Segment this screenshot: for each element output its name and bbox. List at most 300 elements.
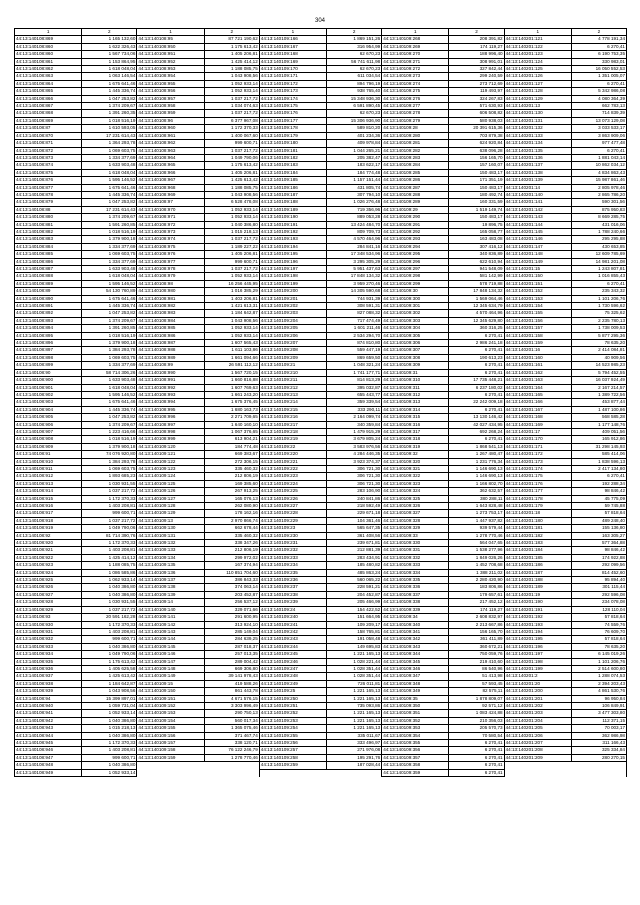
- value-cell: 112 371,15: [571, 717, 626, 724]
- table-row: [260, 228, 381, 235]
- cadastral-number-cell: 44:13:140108:873: [15, 154, 82, 161]
- value-cell: 284 639,25: [204, 636, 259, 643]
- table-row: [137, 384, 258, 391]
- table-row: [137, 58, 258, 65]
- value-cell: 1 040 386,80: [82, 591, 137, 598]
- table-row: [260, 340, 381, 347]
- table-row: [505, 391, 626, 398]
- value-cell: 1 741 177,71: [327, 369, 382, 376]
- cadastral-number-cell: 44:13:140108:921: [15, 547, 82, 554]
- table-row: [260, 540, 381, 547]
- value-cell: 1 101 206,76: [571, 295, 626, 302]
- table-row: [260, 695, 381, 702]
- value-cell: 13 073 129,08: [571, 117, 626, 124]
- cadastral-number-cell: 44:13:140109:327: [382, 510, 449, 517]
- table-row: [260, 636, 381, 643]
- cadastral-number-cell: 44:13:140108:962: [137, 140, 204, 147]
- value-cell: 338 120,71: [204, 740, 259, 747]
- value-cell: 1 425 414,12: [82, 554, 137, 561]
- cadastral-number-cell: 44:13:140109:268: [382, 36, 449, 43]
- table-row: [15, 332, 136, 339]
- value-cell: 183 806,86: [449, 584, 504, 591]
- cadastral-number-cell: 44:13:140201:167: [505, 406, 572, 413]
- value-cell: 1 188 085,75: [204, 184, 259, 191]
- value-cell: 2 271 709,65: [204, 414, 259, 421]
- table-row: [382, 436, 503, 443]
- cadastral-number-cell: 44:13:140109:194: [260, 243, 327, 250]
- value-cell: 6 270,41: [449, 332, 504, 339]
- cadastral-number-cell: 44:13:140108:923: [15, 562, 82, 569]
- table-row: [15, 503, 136, 510]
- table-row: [505, 695, 626, 702]
- value-cell: 1 052 933,14: [204, 206, 259, 213]
- table-row: [505, 465, 626, 472]
- cadastral-number-cell: 44:13:140108:949: [15, 769, 82, 776]
- value-cell: 6 377 967,08: [204, 117, 259, 124]
- header-row: [505, 29, 626, 36]
- cadastral-number-cell: 44:13:140109:215: [260, 406, 327, 413]
- cadastral-number-cell: 44:13:140109:310: [382, 377, 449, 384]
- table-row: [505, 169, 626, 176]
- cadastral-number-cell: 44:13:140201:13: [505, 103, 572, 110]
- cadastral-number-cell: 44:13:140201:144: [505, 221, 572, 228]
- cadastral-number-cell: 44:13:140108:937: [15, 673, 82, 680]
- value-cell: 208 391,82: [449, 36, 504, 43]
- cadastral-number-cell: 44:13:140109:342: [382, 636, 449, 643]
- value-cell: 165 058,77: [449, 228, 504, 235]
- table-row: [260, 591, 381, 598]
- cadastral-number-cell: 44:13:140109:31: [382, 369, 449, 376]
- cadastral-number-cell: 44:13:140201:137: [505, 162, 572, 169]
- table-row: [137, 510, 258, 517]
- value-cell: 179 657,61: [449, 591, 504, 598]
- cadastral-number-cell: 44:13:140109:274: [382, 80, 449, 87]
- table-row: [382, 569, 503, 576]
- cadastral-number-cell: 44:13:140109:139: [137, 591, 204, 598]
- value-cell: 57 818,64: [571, 510, 626, 517]
- table-row: [505, 510, 626, 517]
- table-row: [505, 591, 626, 598]
- value-cell: 622 610,94: [449, 258, 504, 265]
- cadastral-number-cell: 44:13:140109:203: [260, 310, 327, 317]
- table-row: [382, 384, 503, 391]
- table-row: [15, 702, 136, 709]
- value-cell: 19 896,75: [449, 221, 504, 228]
- table-row: [15, 391, 136, 398]
- cadastral-number-cell: 44:13:140108:860: [15, 43, 82, 50]
- table-row: [15, 310, 136, 317]
- value-cell: 1 223 416,66: [82, 428, 137, 435]
- value-cell: 262 080,90: [204, 503, 259, 510]
- cadastral-number-cell: 44:13:140108:952: [137, 58, 204, 65]
- cadastral-number-cell: 44:13:140109:293: [382, 236, 449, 243]
- table-row: [15, 184, 136, 191]
- table-row: [260, 51, 381, 58]
- table-row: [505, 754, 626, 761]
- table-row: [137, 577, 258, 584]
- value-cell: 98 846,42: [571, 547, 626, 554]
- value-cell: 20 591 162,28: [82, 614, 137, 621]
- cadastral-number-cell: 44:13:140109:224: [260, 480, 327, 487]
- cadastral-number-cell: 44:13:140109:285: [382, 169, 449, 176]
- value-cell: 1 425 414,12: [204, 58, 259, 65]
- cadastral-number-cell: 44:13:140108:960: [137, 125, 204, 132]
- value-cell: 889 053,28: [327, 214, 382, 221]
- cadastral-number-cell: 44:13:140108:995: [137, 406, 204, 413]
- cadastral-number-cell: 44:13:140109:187: [260, 191, 327, 198]
- table-row: [15, 147, 136, 154]
- cadastral-number-cell: 44:13:140108:94: [15, 695, 82, 702]
- cadastral-number-cell: 44:13:140109:195: [260, 251, 327, 258]
- cadastral-number-cell: 44:13:140109:130: [137, 525, 204, 532]
- cadastral-number-cell: 44:13:140108:998: [137, 428, 204, 435]
- cadastral-number-cell: 44:13:140201:125: [505, 66, 572, 73]
- table-row: [505, 451, 626, 458]
- value-cell: 203 452,87: [204, 591, 259, 598]
- value-cell: 1 391 260,35: [82, 110, 137, 117]
- cadastral-number-cell: 44:13:140109:136: [137, 569, 204, 576]
- value-cell: 1 675 641,46: [82, 295, 137, 302]
- value-cell: 271 976,08: [327, 747, 382, 754]
- cadastral-number-cell: 44:13:140108:920: [15, 540, 82, 547]
- cadastral-number-cell: 44:13:140108:940: [15, 702, 82, 709]
- table-row: [382, 554, 503, 561]
- cadastral-value-table: [14, 28, 627, 777]
- value-cell: 57 818,64: [571, 636, 626, 643]
- cadastral-number-cell: 44:13:140201:153: [505, 295, 572, 302]
- value-cell: 1 405 206,81: [204, 169, 259, 176]
- table-row: [260, 147, 381, 154]
- value-cell: 1 374 209,67: [82, 317, 137, 324]
- cadastral-number-cell: 44:13:140109:324: [382, 488, 449, 495]
- value-cell: 360 316,25: [449, 325, 504, 332]
- table-row: [15, 228, 136, 235]
- cadastral-number-cell: 44:13:140109:179: [260, 132, 327, 139]
- value-cell: 1 403 206,81: [204, 295, 259, 302]
- cadastral-number-cell: 44:13:140201:195: [505, 636, 572, 643]
- value-cell: 1 881 043,14: [571, 154, 626, 161]
- table-row: [382, 162, 503, 169]
- cadastral-number-cell: 44:13:140201:16: [505, 347, 572, 354]
- table-row: [505, 732, 626, 739]
- value-cell: 1 595 146,52: [82, 280, 137, 287]
- cadastral-number-cell: 44:13:140201:136: [505, 154, 572, 161]
- cadastral-number-cell: 44:13:140109:251: [260, 702, 327, 709]
- cadastral-number-cell: 44:13:140109:272: [382, 66, 449, 73]
- cadastral-number-cell: 44:13:140108:871: [15, 140, 82, 147]
- table-row: [382, 488, 503, 495]
- cadastral-number-cell: 44:13:140201:122: [505, 43, 572, 50]
- cadastral-number-cell: 44:13:140108:97: [137, 199, 204, 206]
- data-table: [382, 28, 503, 777]
- value-cell: 335 011,67: [327, 732, 382, 739]
- table-row: [15, 51, 136, 58]
- value-cell: 2 534 294,70: [327, 332, 382, 339]
- table-row: [260, 103, 381, 110]
- value-cell: 735 093,86: [327, 702, 382, 709]
- value-cell: 284 841,16: [327, 243, 382, 250]
- cadastral-number-cell: 44:13:140109:155: [137, 725, 204, 732]
- cadastral-number-cell: 44:13:140201:203: [505, 710, 572, 717]
- table-row: [260, 206, 381, 213]
- cadastral-number-cell: 44:13:140108:982: [137, 303, 204, 310]
- cadastral-number-cell: 44:13:140108:863: [15, 73, 82, 80]
- table-row: [15, 169, 136, 176]
- value-cell: 306 721,30: [327, 473, 382, 480]
- value-cell: 999 600,71: [82, 754, 137, 761]
- value-cell: 590 301,56: [571, 199, 626, 206]
- table-row: [260, 643, 381, 650]
- value-cell: 1 379 900,18: [82, 443, 137, 450]
- value-cell: 1 618 048,04: [82, 384, 137, 391]
- cadastral-number-cell: 44:13:140109:192: [260, 228, 327, 235]
- cadastral-number-cell: 44:13:140108:943: [15, 725, 82, 732]
- cadastral-number-cell: 44:13:140109:15: [137, 680, 204, 687]
- table-row: [137, 702, 258, 709]
- cadastral-number-cell: 44:13:140108:901: [15, 384, 82, 391]
- table-row: [505, 154, 626, 161]
- table-row: [382, 754, 503, 761]
- cadastral-number-cell: 44:13:140201:126: [505, 73, 572, 80]
- value-cell: 82 575,11: [449, 688, 504, 695]
- value-cell: 1 379 900,18: [82, 236, 137, 243]
- value-cell: 301 115,44: [571, 584, 626, 591]
- table-row: [260, 362, 381, 369]
- table-row: [505, 266, 626, 273]
- value-cell: 1 403 208,81: [82, 628, 137, 635]
- value-cell: 1 037 217,72: [82, 517, 137, 524]
- value-cell: 151 664,95: [327, 614, 382, 621]
- table-row: [505, 740, 626, 747]
- cadastral-number-cell: 44:13:140109:246: [260, 658, 327, 665]
- table-block: [15, 28, 137, 777]
- table-row: [15, 577, 136, 584]
- cadastral-number-cell: 44:13:140109:193: [260, 236, 327, 243]
- value-cell: 2 514 600,80: [571, 665, 626, 672]
- table-row: [137, 710, 258, 717]
- cadastral-number-cell: 44:13:140109:234: [260, 562, 327, 569]
- cadastral-number-cell: 44:13:140108:986: [137, 332, 204, 339]
- table-row: [382, 236, 503, 243]
- cadastral-number-cell: 44:13:140109:209: [260, 354, 327, 361]
- table-row: [15, 762, 136, 769]
- value-cell: 1 849 026,26: [449, 554, 504, 561]
- table-row: [505, 488, 626, 495]
- table-row: [382, 414, 503, 421]
- cadastral-number-cell: 44:13:140109:259: [260, 762, 327, 769]
- value-cell: 311 166,43: [571, 740, 626, 747]
- cadastral-number-cell: 44:13:140108:942: [15, 717, 82, 724]
- value-cell: 335 460,32: [204, 532, 259, 539]
- value-cell: 218 592,49: [327, 503, 382, 510]
- value-cell: 1 069 603,75: [82, 465, 137, 472]
- table-row: [382, 362, 503, 369]
- cadastral-number-cell: 44:13:140109:338: [382, 599, 449, 606]
- value-cell: 1 028 351,44: [327, 665, 382, 672]
- cadastral-number-cell: 44:13:140109:358: [382, 762, 449, 769]
- cadastral-number-cell: 44:13:140109:125: [137, 480, 204, 487]
- value-cell: 58 714 306,26: [82, 369, 137, 376]
- table-row: [505, 651, 626, 658]
- table-row: [260, 377, 381, 384]
- value-cell: 1 633 903,48: [82, 266, 137, 273]
- table-row: [15, 547, 136, 554]
- value-cell: 1 591 260,85: [82, 221, 137, 228]
- value-cell: 167 374,94: [204, 562, 259, 569]
- table-row: [505, 214, 626, 221]
- cadastral-number-cell: 44:13:140201:161: [505, 362, 572, 369]
- table-row: [137, 399, 258, 406]
- value-cell: 361 411,89: [449, 636, 504, 643]
- value-cell: 1 374 209,67: [82, 103, 137, 110]
- value-cell: 6 190 753,35: [571, 51, 626, 58]
- table-row: [137, 340, 258, 347]
- table-row: [260, 532, 381, 539]
- value-cell: 1 622 326,43: [82, 43, 137, 50]
- cadastral-number-cell: 44:13:140201:150: [505, 273, 572, 280]
- value-cell: 419 588,26: [204, 680, 259, 687]
- cadastral-number-cell: 44:13:140108:931: [15, 628, 82, 635]
- value-cell: 1 221 165,13: [327, 651, 382, 658]
- cadastral-number-cell: 44:13:140109:287: [382, 184, 449, 191]
- table-row: [505, 199, 626, 206]
- cadastral-number-cell: 44:13:140109:313: [382, 399, 449, 406]
- table-row: [260, 243, 381, 250]
- cadastral-number-cell: 44:13:140108:879: [15, 199, 82, 206]
- table-row: [15, 621, 136, 628]
- table-row: [260, 680, 381, 687]
- cadastral-number-cell: 44:13:140201:149: [505, 258, 572, 265]
- cadastral-number-cell: 44:13:140109:331: [382, 547, 449, 554]
- table-row: [382, 725, 503, 732]
- cadastral-number-cell: 44:13:140201:182: [505, 532, 572, 539]
- table-row: [137, 643, 258, 650]
- table-row: [260, 606, 381, 613]
- table-row: [382, 317, 503, 324]
- cadastral-number-cell: 44:13:140109:255: [260, 732, 327, 739]
- table-row: [382, 243, 503, 250]
- cadastral-number-cell: 44:13:140108:989: [137, 354, 204, 361]
- table-row: [137, 332, 258, 339]
- value-cell: 692 268,24: [449, 428, 504, 435]
- value-cell: 580 938,03: [449, 117, 504, 124]
- table-row: [137, 740, 258, 747]
- cadastral-number-cell: 44:13:140109:354: [382, 732, 449, 739]
- table-row: [382, 606, 503, 613]
- value-cell: 1 893 685,23: [82, 473, 137, 480]
- cadastral-number-cell: 44:13:140108:976: [137, 251, 204, 258]
- cadastral-number-cell: 44:13:140108:892: [15, 310, 82, 317]
- table-row: [260, 236, 381, 243]
- cadastral-number-cell: 44:13:140108:90: [15, 369, 82, 376]
- value-cell: 299 972,02: [204, 554, 259, 561]
- value-cell: 171 351,19: [449, 177, 504, 184]
- value-cell: 361 408,56: [327, 532, 382, 539]
- cadastral-number-cell: 44:13:140201:188: [505, 577, 572, 584]
- value-cell: 329 071,66: [204, 606, 259, 613]
- table-row: [505, 310, 626, 317]
- value-cell: 283 434,91: [327, 554, 382, 561]
- cadastral-number-cell: 44:13:140108:894: [15, 325, 82, 332]
- cadastral-number-cell: 44:13:140109:350: [382, 702, 449, 709]
- table-row: [137, 458, 258, 465]
- value-cell: 1 026 276,48: [327, 199, 382, 206]
- table-row: [260, 717, 381, 724]
- value-cell: 78 635,20: [571, 340, 626, 347]
- cadastral-number-cell: 44:13:140201:128: [505, 88, 572, 95]
- value-cell: 1 403 208,81: [82, 747, 137, 754]
- table-row: [15, 88, 136, 95]
- cadastral-number-cell: 44:13:140201:130: [505, 110, 572, 117]
- table-row: [137, 243, 258, 250]
- cadastral-number-cell: 44:13:140108:970: [137, 206, 204, 213]
- table-row: [505, 340, 626, 347]
- cadastral-number-cell: 44:13:140201:200: [505, 688, 572, 695]
- value-cell: 589 810,20: [327, 125, 382, 132]
- table-row: [382, 147, 503, 154]
- cadastral-number-cell: 44:13:140201:132: [505, 125, 572, 132]
- table-row: [15, 347, 136, 354]
- table-row: [505, 140, 626, 147]
- table-row: [505, 369, 626, 376]
- value-cell: 4 570 464,96: [449, 310, 504, 317]
- table-row: [382, 562, 503, 569]
- cadastral-number-cell: 44:13:140109:298: [382, 273, 449, 280]
- table-row: [505, 406, 626, 413]
- cadastral-number-cell: 44:13:140109:219: [260, 436, 327, 443]
- cadastral-number-cell: 44:13:140109:190: [260, 214, 327, 221]
- table-row: [15, 288, 136, 295]
- table-row: [15, 517, 136, 524]
- table-row: [382, 347, 503, 354]
- value-cell: 1 661 243,20: [204, 391, 259, 398]
- value-cell: 1 374 209,67: [82, 421, 137, 428]
- cadastral-number-cell: 44:13:140109:352: [382, 717, 449, 724]
- table-row: [15, 258, 136, 265]
- table-row: [382, 532, 503, 539]
- table-row: [505, 636, 626, 643]
- cadastral-number-cell: 44:13:140109:182: [260, 154, 327, 161]
- table-row: [137, 532, 258, 539]
- value-cell: 861 443,78: [204, 688, 259, 695]
- table-row: [505, 540, 626, 547]
- table-row: [382, 443, 503, 450]
- cadastral-number-cell: 44:13:140108:979: [137, 273, 204, 280]
- cadastral-number-cell: 44:13:140108:881: [15, 221, 82, 228]
- cadastral-number-cell: 44:13:140109:177: [260, 117, 327, 124]
- cadastral-number-cell: 44:13:140109:297: [382, 266, 449, 273]
- value-cell: 51 413,98: [449, 673, 504, 680]
- cadastral-number-cell: 44:13:140109:355: [382, 740, 449, 747]
- value-cell: 1 405 206,81: [204, 51, 259, 58]
- table-row: [505, 206, 626, 213]
- cadastral-number-cell: 44:13:140109:314: [382, 406, 449, 413]
- value-cell: 1 188 085,75: [204, 66, 259, 73]
- value-cell: 289 004,42: [204, 658, 259, 665]
- cadastral-number-cell: 44:13:140109:328: [382, 517, 449, 524]
- table-row: [137, 288, 258, 295]
- cadastral-number-cell: 44:13:140109:339: [382, 606, 449, 613]
- table-row: [382, 577, 503, 584]
- table-row: [260, 266, 381, 273]
- cadastral-number-cell: 44:13:140109:200: [260, 288, 327, 295]
- cadastral-number-cell: 44:13:140109:353: [382, 725, 449, 732]
- value-cell: 10 862 034,12: [571, 162, 626, 169]
- table-row: [15, 214, 136, 221]
- value-cell: 1 040 386,80: [82, 643, 137, 650]
- table-row: [15, 406, 136, 413]
- value-cell: 1 172 370,33: [204, 125, 259, 132]
